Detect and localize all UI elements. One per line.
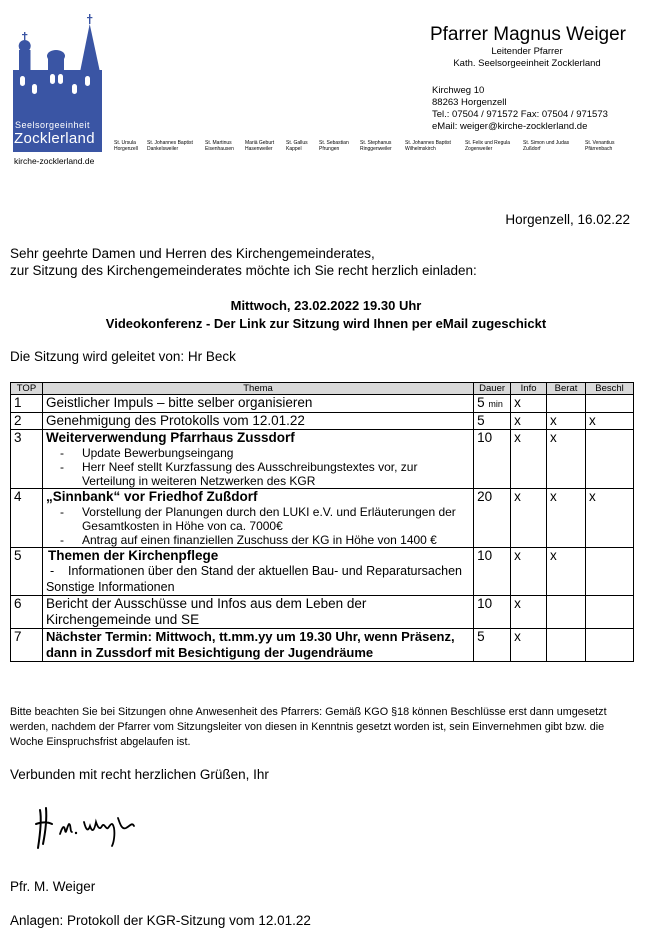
row-berat: x	[547, 413, 586, 430]
greeting-line-1: Sehr geehrte Damen und Herren des Kirchengemeinderates,	[10, 246, 375, 261]
col-header-info: Info	[511, 383, 547, 395]
row-subitem: - Update Bewerbungseingang	[59, 446, 234, 460]
row-top: 7	[11, 629, 43, 662]
row-dauer: 10	[474, 548, 511, 596]
row-dauer: 20	[474, 489, 511, 548]
parish-item: St. Martinus Eisenhausen	[205, 140, 234, 152]
parish-item: St. Stephanus Ringgenweiler	[360, 140, 392, 152]
row-dauer: 5 min	[474, 395, 511, 413]
logo-url: kirche-zocklerland.de	[14, 156, 95, 166]
row-top: 2	[11, 413, 43, 430]
row-berat	[547, 596, 586, 629]
sender-city: 88263 Horgenzell	[432, 97, 507, 108]
date-line: Horgenzell, 16.02.22	[505, 212, 630, 227]
row-dauer: 5	[474, 413, 511, 430]
closing-line: Verbunden mit recht herzlichen Grüßen, Ihr	[10, 767, 269, 782]
row-top: 1	[11, 395, 43, 413]
row-beschl	[586, 548, 634, 596]
row-info: x	[511, 629, 547, 662]
meeting-place: Videokonferenz - Der Link zur Sitzung wird Ihnen per eMail zugeschickt	[105, 316, 547, 331]
meeting-time: Mittwoch, 23.02.2022 19.30 Uhr	[230, 298, 422, 313]
row-subitem: - Antrag auf einen finanziellen Zuschuss der KG in Höhe von 1400 €	[59, 533, 437, 547]
logo-line-2: Zocklerland	[14, 130, 95, 147]
row-beschl: x	[586, 413, 634, 430]
agenda-table	[10, 382, 634, 662]
row-berat: x	[547, 489, 586, 548]
row-berat: x	[547, 430, 586, 489]
table-row	[11, 395, 634, 413]
table-row	[11, 596, 634, 629]
kgo-note: Bitte beachten Sie bei Sitzungen ohne Anwesenheit des Pfarrers: Gemäß KGO §18 können Beschlüsse erst dann umgesetzt werden, nachdem der Pfarrer vom Sitzungsleiter von diesen in Kenntnis gesetzt worden ist, sein Einvernehmen gibt bzw. die Woche Einspruchsfrist abgelaufen ist.	[10, 706, 607, 748]
signature-name: Pfr. M. Weiger	[10, 879, 96, 894]
sender-unit: Kath. Seelsorgeeinheit Zocklerland	[453, 58, 601, 69]
signature	[34, 800, 154, 865]
parish-item: St. Gallus Kappel	[286, 140, 308, 152]
row-beschl	[586, 430, 634, 489]
col-header-dauer: Dauer	[474, 383, 511, 395]
row-dauer: 10	[474, 596, 511, 629]
sender-street: Kirchweg 10	[432, 85, 485, 96]
row-top: 5	[11, 548, 43, 596]
parish-item: St. Ursula Horgenzell	[114, 140, 138, 152]
row-dauer: 10	[474, 430, 511, 489]
row-dauer: 5	[474, 629, 511, 662]
row-info: x	[511, 413, 547, 430]
table-row	[11, 430, 634, 489]
row-info: x	[511, 395, 547, 413]
row-beschl	[586, 629, 634, 662]
row-top: 4	[11, 489, 43, 548]
sender-role: Leitender Pfarrer	[491, 46, 563, 57]
row-info: x	[511, 489, 547, 548]
parish-logo	[10, 12, 104, 152]
logo-line-1: Seelsorgeeinheit	[15, 120, 91, 130]
attachments-line: Anlagen: Protokoll der KGR-Sitzung vom 12.01.22	[10, 913, 311, 928]
table-row	[11, 413, 634, 430]
row-extra: Sonstige Informationen	[45, 580, 175, 594]
row-info: x	[511, 430, 547, 489]
row-berat	[547, 395, 586, 413]
row-berat	[547, 629, 586, 662]
row-info: x	[511, 548, 547, 596]
parish-item: Mariä Geburt Hasenweiler	[245, 140, 275, 152]
row-info: x	[511, 596, 547, 629]
greeting-line-2: zur Sitzung des Kirchengemeinderates möchte ich Sie recht herzlich einladen:	[10, 263, 477, 278]
sender-name: Pfarrer Magnus Weiger	[429, 24, 626, 45]
sender-phone: Tel.: 07504 / 971572 Fax: 07504 / 971573	[432, 109, 608, 120]
row-title: Weiterverwendung Pfarrhaus Zussdorf - Update Bewerbungseingang - Herr Neef stellt Kurzfassung des Ausschreibungstextes vor, zur Verteilung in weiteren Netzwerken des KGR	[42, 430, 473, 489]
row-beschl	[586, 395, 634, 413]
table-row	[11, 489, 634, 548]
col-header-thema: Thema	[42, 383, 473, 395]
row-berat: x	[547, 548, 586, 596]
sender-address	[432, 46, 622, 133]
handwritten-signature-icon	[34, 800, 154, 860]
row-beschl	[586, 596, 634, 629]
table-header-row	[11, 383, 634, 395]
col-header-berat: Berat	[547, 383, 586, 395]
col-header-top: TOP	[11, 383, 43, 395]
table-row	[11, 548, 634, 596]
row-title: Themen der Kirchenpflege - Informationen über den Stand der aktuellen Bau- und Reparatursachen Sonstige Informationen	[42, 548, 473, 596]
parish-item: St. Simon und Judas Zußdorf	[523, 140, 570, 152]
row-title: Nächster Termin: Mittwoch, tt.mm.yy um 19.30 Uhr, wenn Präsenz, dann in Zussdorf mit Besichtigung der Jugendräume	[42, 629, 473, 662]
row-top: 3	[11, 430, 43, 489]
col-header-beschl: Beschl	[586, 383, 634, 395]
row-subitem: - Herr Neef stellt Kurzfassung des Ausschreibungstextes vor, zur Verteilung in weiteren Netzwerken des KGR	[59, 460, 418, 488]
row-title: Genehmigung des Protokolls vom 12.01.22	[42, 413, 473, 430]
row-subitem: - Informationen über den Stand der aktuellen Bau- und Reparatursachen	[49, 564, 462, 578]
row-subitem: - Vorstellung der Planungen durch den LUKI e.V. und Erläuterungen der Gesamtkosten in Höhe von ca. 7000€	[59, 505, 456, 533]
parish-item: St. Johannes Baptist Wilhelmskirch	[405, 140, 451, 152]
chair-line: Die Sitzung wird geleitet von: Hr Beck	[10, 349, 236, 364]
parish-item: St. Sebastian Pfrungen	[319, 140, 349, 152]
parish-item: St. Felix und Regula Zogenweiler	[465, 140, 511, 152]
row-title: Bericht der Ausschüsse und Infos aus dem Leben der Kirchengemeinde und SE	[42, 596, 473, 629]
table-row	[11, 629, 634, 662]
row-title: „Sinnbank“ vor Friedhof Zußdorf - Vorstellung der Planungen durch den LUKI e.V. und Erläuterungen der Gesamtkosten in Höhe von ca. 7000€ - Antrag auf einen finanziellen Zuschuss der KG in Höhe von 1400 €	[42, 489, 473, 548]
parish-item: St. Venantius Pfärrenbach	[585, 140, 615, 152]
sender-email[interactable]: eMail: weiger@kirche-zocklerland.de	[432, 121, 588, 132]
row-beschl: x	[586, 489, 634, 548]
parish-item: St. Johannes Baptist Dankelsweiler	[147, 140, 193, 152]
row-top: 6	[11, 596, 43, 629]
row-title: Geistlicher Impuls – bitte selber organisieren	[42, 395, 473, 413]
